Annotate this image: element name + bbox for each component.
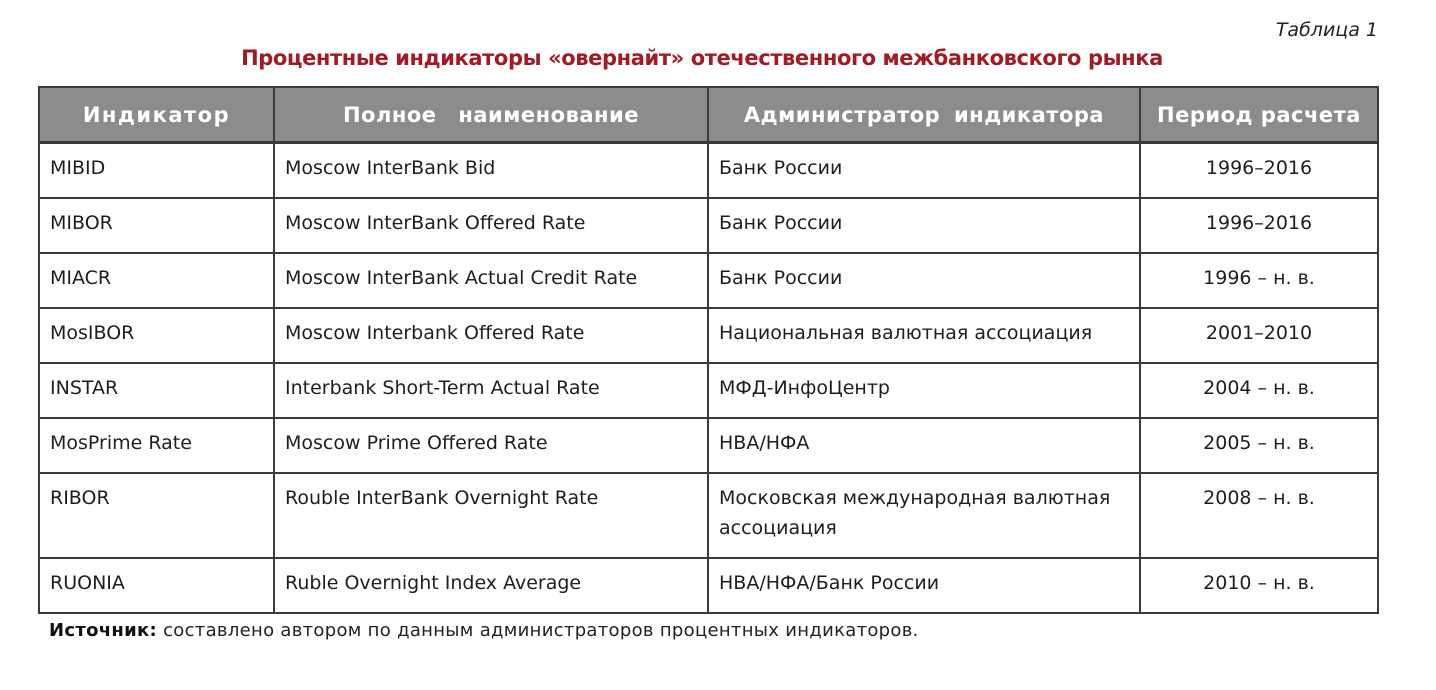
source-note <box>49 620 919 641</box>
header-indicator: Индикатор <box>39 87 274 143</box>
cell-administrator: Банк России <box>708 143 1140 199</box>
cell-period: 2008 – н. в. <box>1140 473 1378 558</box>
table-row <box>39 473 1378 558</box>
cell-indicator: MosIBOR <box>39 308 274 363</box>
cell-period: 2001–2010 <box>1140 308 1378 363</box>
table-title: Процентные индикаторы «овернайт» отечественного межбанковского рынка <box>241 46 1163 70</box>
cell-full-name: Moscow Interbank Offered Rate <box>274 308 708 363</box>
table-row <box>39 558 1378 613</box>
cell-full-name: Moscow InterBank Bid <box>274 143 708 199</box>
cell-administrator: Банк России <box>708 198 1140 253</box>
cell-indicator: MIBID <box>39 143 274 199</box>
table-row <box>39 253 1378 308</box>
table-row <box>39 308 1378 363</box>
cell-period: 1996 – н. в. <box>1140 253 1378 308</box>
cell-administrator: Московская международная валютная ассоциация <box>708 473 1140 558</box>
header-period: Период расчета <box>1140 87 1378 143</box>
cell-administrator: НВА/НФА/Банк России <box>708 558 1140 613</box>
cell-indicator: RIBOR <box>39 473 274 558</box>
cell-full-name: Moscow Prime Offered Rate <box>274 418 708 473</box>
cell-period: 2005 – н. в. <box>1140 418 1378 473</box>
cell-indicator: MIBOR <box>39 198 274 253</box>
cell-period: 2004 – н. в. <box>1140 363 1378 418</box>
table-number: Таблица 1 <box>1275 19 1378 41</box>
header-administrator: Администратор индикатора <box>708 87 1140 143</box>
header-full-name: Полное наименование <box>274 87 708 143</box>
header-row <box>39 87 1378 143</box>
cell-indicator: MosPrime Rate <box>39 418 274 473</box>
source-label: Источник: <box>49 620 158 641</box>
cell-indicator: RUONIA <box>39 558 274 613</box>
cell-period: 2010 – н. в. <box>1140 558 1378 613</box>
cell-full-name: Moscow InterBank Actual Credit Rate <box>274 253 708 308</box>
table-row <box>39 418 1378 473</box>
cell-administrator: Национальная валютная ассоциация <box>708 308 1140 363</box>
cell-administrator: МФД-ИнфоЦентр <box>708 363 1140 418</box>
table-row <box>39 363 1378 418</box>
cell-period: 1996–2016 <box>1140 143 1378 199</box>
cell-administrator: НВА/НФА <box>708 418 1140 473</box>
cell-full-name: Ruble Overnight Index Average <box>274 558 708 613</box>
cell-administrator: Банк России <box>708 253 1140 308</box>
cell-indicator: MIACR <box>39 253 274 308</box>
table-row <box>39 198 1378 253</box>
cell-indicator: INSTAR <box>39 363 274 418</box>
cell-period: 1996–2016 <box>1140 198 1378 253</box>
cell-full-name: Moscow InterBank Offered Rate <box>274 198 708 253</box>
cell-full-name: Rouble InterBank Overnight Rate <box>274 473 708 558</box>
source-text: составлено автором по данным администраторов процентных индикаторов. <box>163 620 919 641</box>
indicators-table <box>38 86 1379 614</box>
table-row <box>39 143 1378 199</box>
cell-full-name: Interbank Short-Term Actual Rate <box>274 363 708 418</box>
